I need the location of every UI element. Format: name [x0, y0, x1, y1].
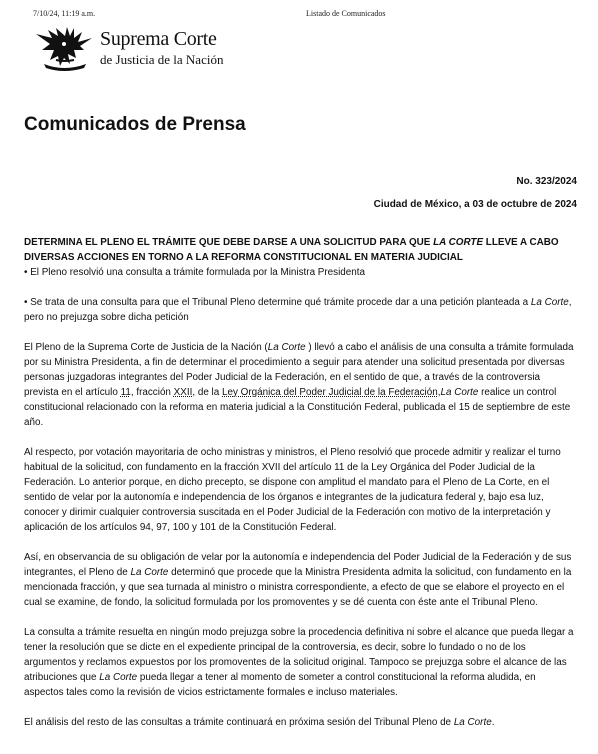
headline-italic: LA CORTE	[433, 237, 484, 248]
print-timestamp: 7/10/24, 11:19 a.m.	[33, 9, 96, 18]
print-page-title: Listado de Comunicados	[306, 9, 386, 18]
release-number: No. 323/2024	[516, 176, 577, 187]
bullet-2	[24, 295, 576, 325]
p3-c: determinó que procede que la Ministra Presidenta admita la solicitud, con fundamento en la mencionada fracción, y que sea turnada al ministro o ministra correspondiente, a efecto de que se elabore el proyecto en el cual se examine, de fondo, la solicitud formulada por los promoventes y se dé cuenta con éste ante el Tribunal Pleno.	[24, 567, 572, 608]
p4-a: La consulta a trámite resuelta en ningún modo prejuzga sobre la procedencia definitiva ni sobre el alcance que pueda llegar a tener la resolución que se dicte en el expediente principal de la controversia, es decir, sobre lo fundado o no de los argumentos y reclamos expuestos por los promoventes de la solicitud original. Tampoco se prejuzga sobre el alcance de las atribuciones que	[24, 627, 574, 683]
p4-italic: La Corte	[99, 672, 138, 683]
headline-part1: DETERMINA EL PLENO EL TRÁMITE QUE DEBE DARSE A UNA SOLICITUD PARA QUE	[24, 237, 434, 248]
p1-e: , de la	[192, 387, 222, 398]
p1-c: ) llevó a cabo el análisis de una consulta a trámite formulada por su Ministra Presidenta, a fin de determinar el procedimiento a seguir para atender una solicitud presentada por diversas personas juzgadoras integrantes del Poder Judicial de la Federación, en el sentido de que, a través de la controversia prevista en el artículo	[24, 342, 574, 398]
p1-d: , fracción	[130, 387, 174, 398]
headline-part2: LLEVE A CABO DIVERSAS ACCIONES EN TORNO A LA REFORMA CONSTITUCIONAL EN MATERIA JUDICIAL	[24, 237, 559, 263]
page-title: Comunicados de Prensa	[24, 114, 246, 135]
eagle-emblem-icon	[34, 24, 96, 74]
p1-f: ,	[437, 387, 441, 398]
logo-line1: Suprema Corte	[100, 28, 217, 50]
p5-italic: La Corte	[453, 717, 492, 728]
p3-a: Así, en observancia de su obligación de velar por la autonomía e independencia del Poder Judicial de la Federación y de sus integrantes, el Pleno de	[24, 552, 572, 578]
p5-a: El análisis del resto de las consultas a trámite continuará en próxima sesión del Tribunal Pleno de	[24, 717, 454, 728]
logo-line2: de Justicia de la Nación	[100, 52, 224, 67]
print-header	[0, 9, 598, 21]
bullet-2-italic: La Corte	[530, 297, 569, 308]
document-body	[24, 235, 576, 745]
paragraph-5	[24, 715, 576, 730]
bullet-2-tail: , pero no prejuzga sobre dicha petición	[24, 297, 572, 323]
bullet-1: • El Pleno resolvió una consulta a trámite formulada por la Ministra Presidenta	[24, 267, 366, 278]
bullet-2-text: • Se trata de una consulta para que el Tribunal Pleno determine qué trámite procede dar a una petición planteada a	[24, 297, 531, 308]
paragraph-4	[24, 625, 576, 700]
headline	[24, 235, 576, 265]
p1-h: realice un control constitucional relacionado con la reforma en materia judicial a la Constitución Federal, publicada el 15 de septiembre de este año.	[24, 387, 571, 428]
link-fraction-xxii[interactable]: XXII	[173, 387, 193, 398]
link-article-11[interactable]: 11	[120, 387, 131, 398]
p1-italic: La Corte	[267, 342, 306, 353]
p5-c: .	[491, 717, 495, 728]
p4-c: pueda llegar a tener al momento de someter a control constitucional la reforma aludida, en aspectos tales como la revisión de vicios estrictamente formales e incluso materiales.	[24, 672, 536, 698]
scjn-logo[interactable]	[34, 24, 234, 74]
paragraph-3	[24, 550, 576, 610]
paragraph-2: Al respecto, por votación mayoritaria de ocho ministras y ministros, el Pleno resolvió que procede admitir y realizar el turno habitual de la solicitud, con fundamento en la fracción XVII del artículo 11 de la Ley Orgánica del Poder Judicial de la Federación. Lo anterior porque, en dicho precepto, se dispone con amplitud el mandato para el Pleno de La Corte, en el sentido de velar por la autonomía e independencia de los órganos e integrantes de la judicatura federal y, bajo esa luz, conocer y dirimir cualquier controversia suscitada en el Poder Judicial de la Federación con motivo de la interpretación y aplicación de los artículos 94, 97, 100 y 101 de la Constitución Federal.	[24, 447, 561, 533]
link-ley-organica[interactable]: Ley Orgánica del Poder Judicial de la Federación	[222, 387, 438, 398]
p1-italic-2: La Corte	[440, 387, 479, 398]
paragraph-1	[24, 340, 576, 430]
p3-italic: La Corte	[130, 567, 169, 578]
place-date: Ciudad de México, a 03 de octubre de 2024	[373, 199, 577, 210]
p1-a: El Pleno de la Suprema Corte de Justicia de la Nación (	[24, 342, 268, 353]
